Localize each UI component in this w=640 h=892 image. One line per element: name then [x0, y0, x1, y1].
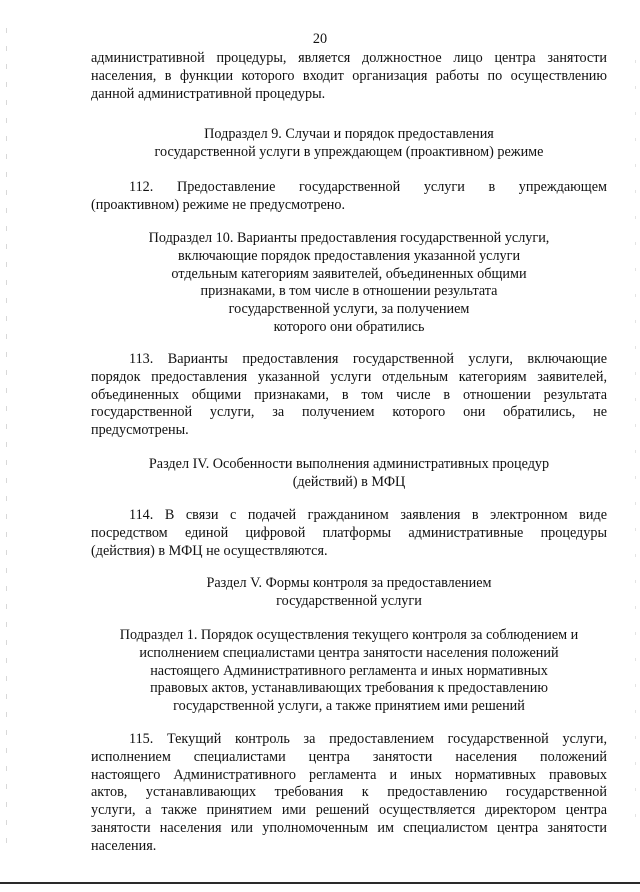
subsection-9-heading	[91, 126, 607, 162]
heading-line: государственной услуги в упреждающем (проактивном) режиме	[154, 143, 544, 160]
text-line: исполнением специалистами центра занятости населения положений	[91, 748, 607, 765]
text-line: государственной услуги, за получением которого они обратились, не	[91, 404, 607, 421]
text-line: предусмотрены.	[91, 422, 189, 439]
heading-line: признаками, в том числе в отношении результата	[200, 283, 498, 300]
scan-edge-left	[6, 28, 7, 848]
text-line: населения.	[91, 837, 157, 854]
scan-bottom-edge	[0, 882, 640, 884]
text-line: (действия) в МФЦ не осуществляются.	[91, 542, 328, 559]
subsection-1-heading	[91, 627, 607, 716]
text-line: 113. Варианты предоставления государственной услуги, включающие	[129, 351, 607, 367]
heading-line: Подраздел 1. Порядок осуществления текущего контроля за соблюдением и	[119, 627, 579, 643]
heading-line: включающие порядок предоставления указанной услуги	[177, 247, 521, 264]
heading-line: Раздел IV. Особенности выполнения административных процедур	[148, 456, 550, 472]
heading-line: Подраздел 9. Случаи и порядок предоставления	[204, 126, 494, 142]
scan-edge-right	[635, 60, 636, 840]
paragraph-continuation	[91, 50, 607, 103]
heading-line: отдельным категориям заявителей, объединенных общими	[171, 265, 527, 282]
text-line: 112. Предоставление государственной услуги в упреждающем	[129, 179, 607, 195]
heading-line: Раздел V. Формы контроля за предоставлением	[206, 575, 492, 591]
text-line: занятости населения или уполномоченным им специалистом центра занятости	[91, 819, 607, 836]
item-112	[91, 179, 607, 215]
text-line: услуги, а также принятием ими решений осуществляется директором центра	[91, 802, 607, 819]
text-line: населения, в функции которого входит организация работы по осуществлению	[91, 67, 607, 84]
text-line: 115. Текущий контроль за предоставлением государственной услуги,	[129, 731, 607, 747]
heading-line: настоящего Административного регламента и иных нормативных	[150, 662, 548, 679]
heading-line: государственной услуги	[276, 592, 422, 609]
heading-line: государственной услуги, а также принятием ими решений	[173, 698, 525, 715]
heading-line: государственной услуги, за получением	[228, 301, 470, 318]
item-114	[91, 507, 607, 560]
heading-line: (действий) в МФЦ	[292, 473, 406, 490]
page-number: 20	[312, 31, 328, 47]
section-5-heading	[91, 575, 607, 611]
text-line: объединенных общими признаками, в том числе в отношении результата	[91, 386, 607, 403]
item-115	[91, 731, 607, 856]
heading-line: правовых актов, устанавливающих требования к предоставлению	[150, 680, 548, 697]
heading-line: исполнением специалистами центра занятости населения положений	[139, 644, 559, 661]
text-line: административной процедуры, является должностное лицо центра занятости	[91, 50, 607, 66]
text-line: актов, устанавливающих требования к предоставлению государственной	[91, 784, 607, 801]
item-113	[91, 351, 607, 440]
text-line: настоящего Административного регламента и иных нормативных правовых	[91, 766, 607, 783]
text-line: (проактивном) режиме не предусмотрено.	[91, 196, 345, 213]
subsection-10-heading	[91, 230, 607, 337]
text-line: посредством единой цифровой платформы административные процедуры	[91, 524, 607, 541]
text-line: данной административной процедуры.	[91, 85, 326, 102]
section-4-heading	[91, 456, 607, 492]
text-line: порядок предоставления указанной услуги отдельным категориям заявителей,	[91, 368, 607, 385]
heading-line: которого они обратились	[273, 318, 425, 335]
text-line: 114. В связи с подачей гражданином заявления в электронном виде	[129, 507, 607, 523]
heading-line: Подраздел 10. Варианты предоставления государственной услуги,	[148, 230, 550, 246]
